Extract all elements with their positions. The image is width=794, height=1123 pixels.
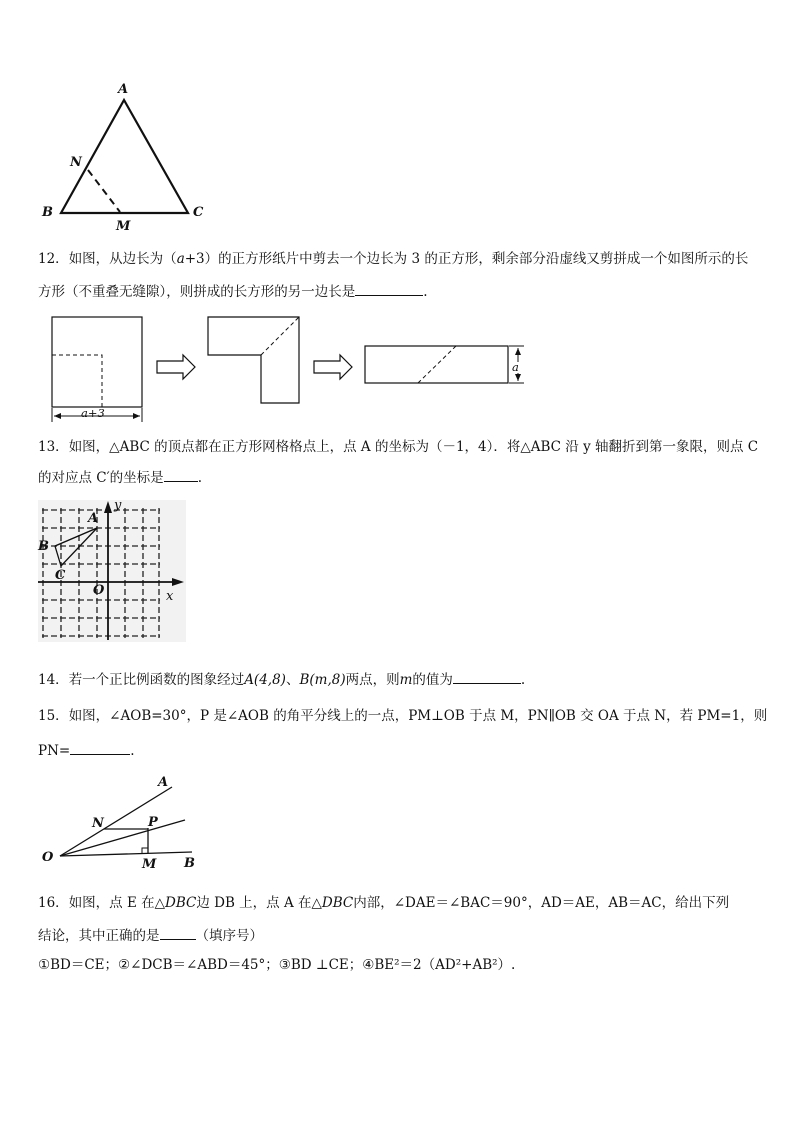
question-number: 15． bbox=[38, 708, 69, 724]
vertex-c-label: C bbox=[55, 568, 66, 583]
angle-bisector-figure bbox=[0, 770, 794, 880]
vertex-c-label: C bbox=[193, 205, 204, 220]
point-p-label: P bbox=[148, 815, 158, 830]
question-13-line-1: 13．如图，△ABC 的顶点都在正方形网格格点上，点 A 的坐标为（－1，4）．将△ABC 沿 y 轴翻折到第一象限，则点 C bbox=[38, 439, 759, 455]
ray-a-label: A bbox=[158, 775, 169, 790]
point-m-label: M bbox=[116, 219, 131, 234]
ray-b-label: B bbox=[184, 856, 195, 871]
question-number: 16． bbox=[38, 895, 69, 911]
question-13-line-2: 的对应点 C′的坐标是 . bbox=[38, 467, 202, 488]
square-cut-figure bbox=[0, 310, 794, 430]
x-axis-label: x bbox=[166, 589, 174, 604]
dashed-segment-nm bbox=[88, 170, 120, 212]
question-16-line-1: 16．如图，点 E 在△DBC边 DB 上，点 A 在△DBC内部，∠DAE＝∠BAC＝90°，AD＝AE，AB＝AC，给出下列 bbox=[38, 895, 730, 911]
question-16-line-2: 结论，其中正确的是 （填序号） bbox=[38, 925, 263, 946]
rect-width-label: a bbox=[512, 360, 519, 374]
point-m-label: M bbox=[142, 857, 157, 872]
question-14: 14．若一个正比例函数的图象经过A(4,8)、B(m,8)两点，则m的值为 . bbox=[38, 669, 525, 690]
question-15-line-2: PN= . bbox=[38, 740, 135, 761]
point-n-label: N bbox=[92, 816, 104, 831]
question-15-line-1: 15．如图，∠AOB=30°，P 是∠AOB 的角平分线上的一点，PM⊥OB 于点 M，PN∥OB 交 OA 于点 N，若 PM=1，则 bbox=[38, 708, 768, 724]
vertex-a-label: A bbox=[88, 511, 99, 526]
vertex-b-label: B bbox=[38, 539, 49, 554]
point-n-label: N bbox=[70, 155, 82, 170]
answer-blank[interactable] bbox=[164, 467, 198, 482]
answer-blank[interactable] bbox=[355, 281, 423, 296]
grid-coordinate-figure bbox=[0, 498, 794, 648]
question-number: 12． bbox=[38, 251, 69, 267]
triangle-figure bbox=[0, 0, 794, 240]
question-12-line-2: 方形（不重叠无缝隙），则拼成的长方形的另一边长是 . bbox=[38, 281, 428, 302]
question-12-line-1: 12．如图，从边长为（a+3）的正方形纸片中剪去一个边长为 3 的正方形，剩余部分沿虚线又剪拼成一个如图所示的长 bbox=[38, 251, 749, 267]
question-16-line-3: ①BD＝CE；②∠DCB＝∠ABD＝45°；③BD ⊥CE；④BE²＝2（AD²+AB²）. bbox=[38, 957, 516, 973]
answer-blank[interactable] bbox=[70, 740, 130, 755]
y-axis-label: y bbox=[114, 498, 122, 513]
side-length-label: a+3 bbox=[81, 406, 105, 420]
vertex-b-label: B bbox=[42, 205, 53, 220]
vertex-a-label: A bbox=[118, 82, 129, 97]
question-number: 13． bbox=[38, 439, 69, 455]
question-number: 14． bbox=[38, 672, 69, 688]
vertex-o-label: O bbox=[42, 850, 54, 865]
answer-blank[interactable] bbox=[453, 669, 521, 684]
answer-blank[interactable] bbox=[160, 925, 196, 940]
origin-label: O bbox=[93, 583, 105, 598]
